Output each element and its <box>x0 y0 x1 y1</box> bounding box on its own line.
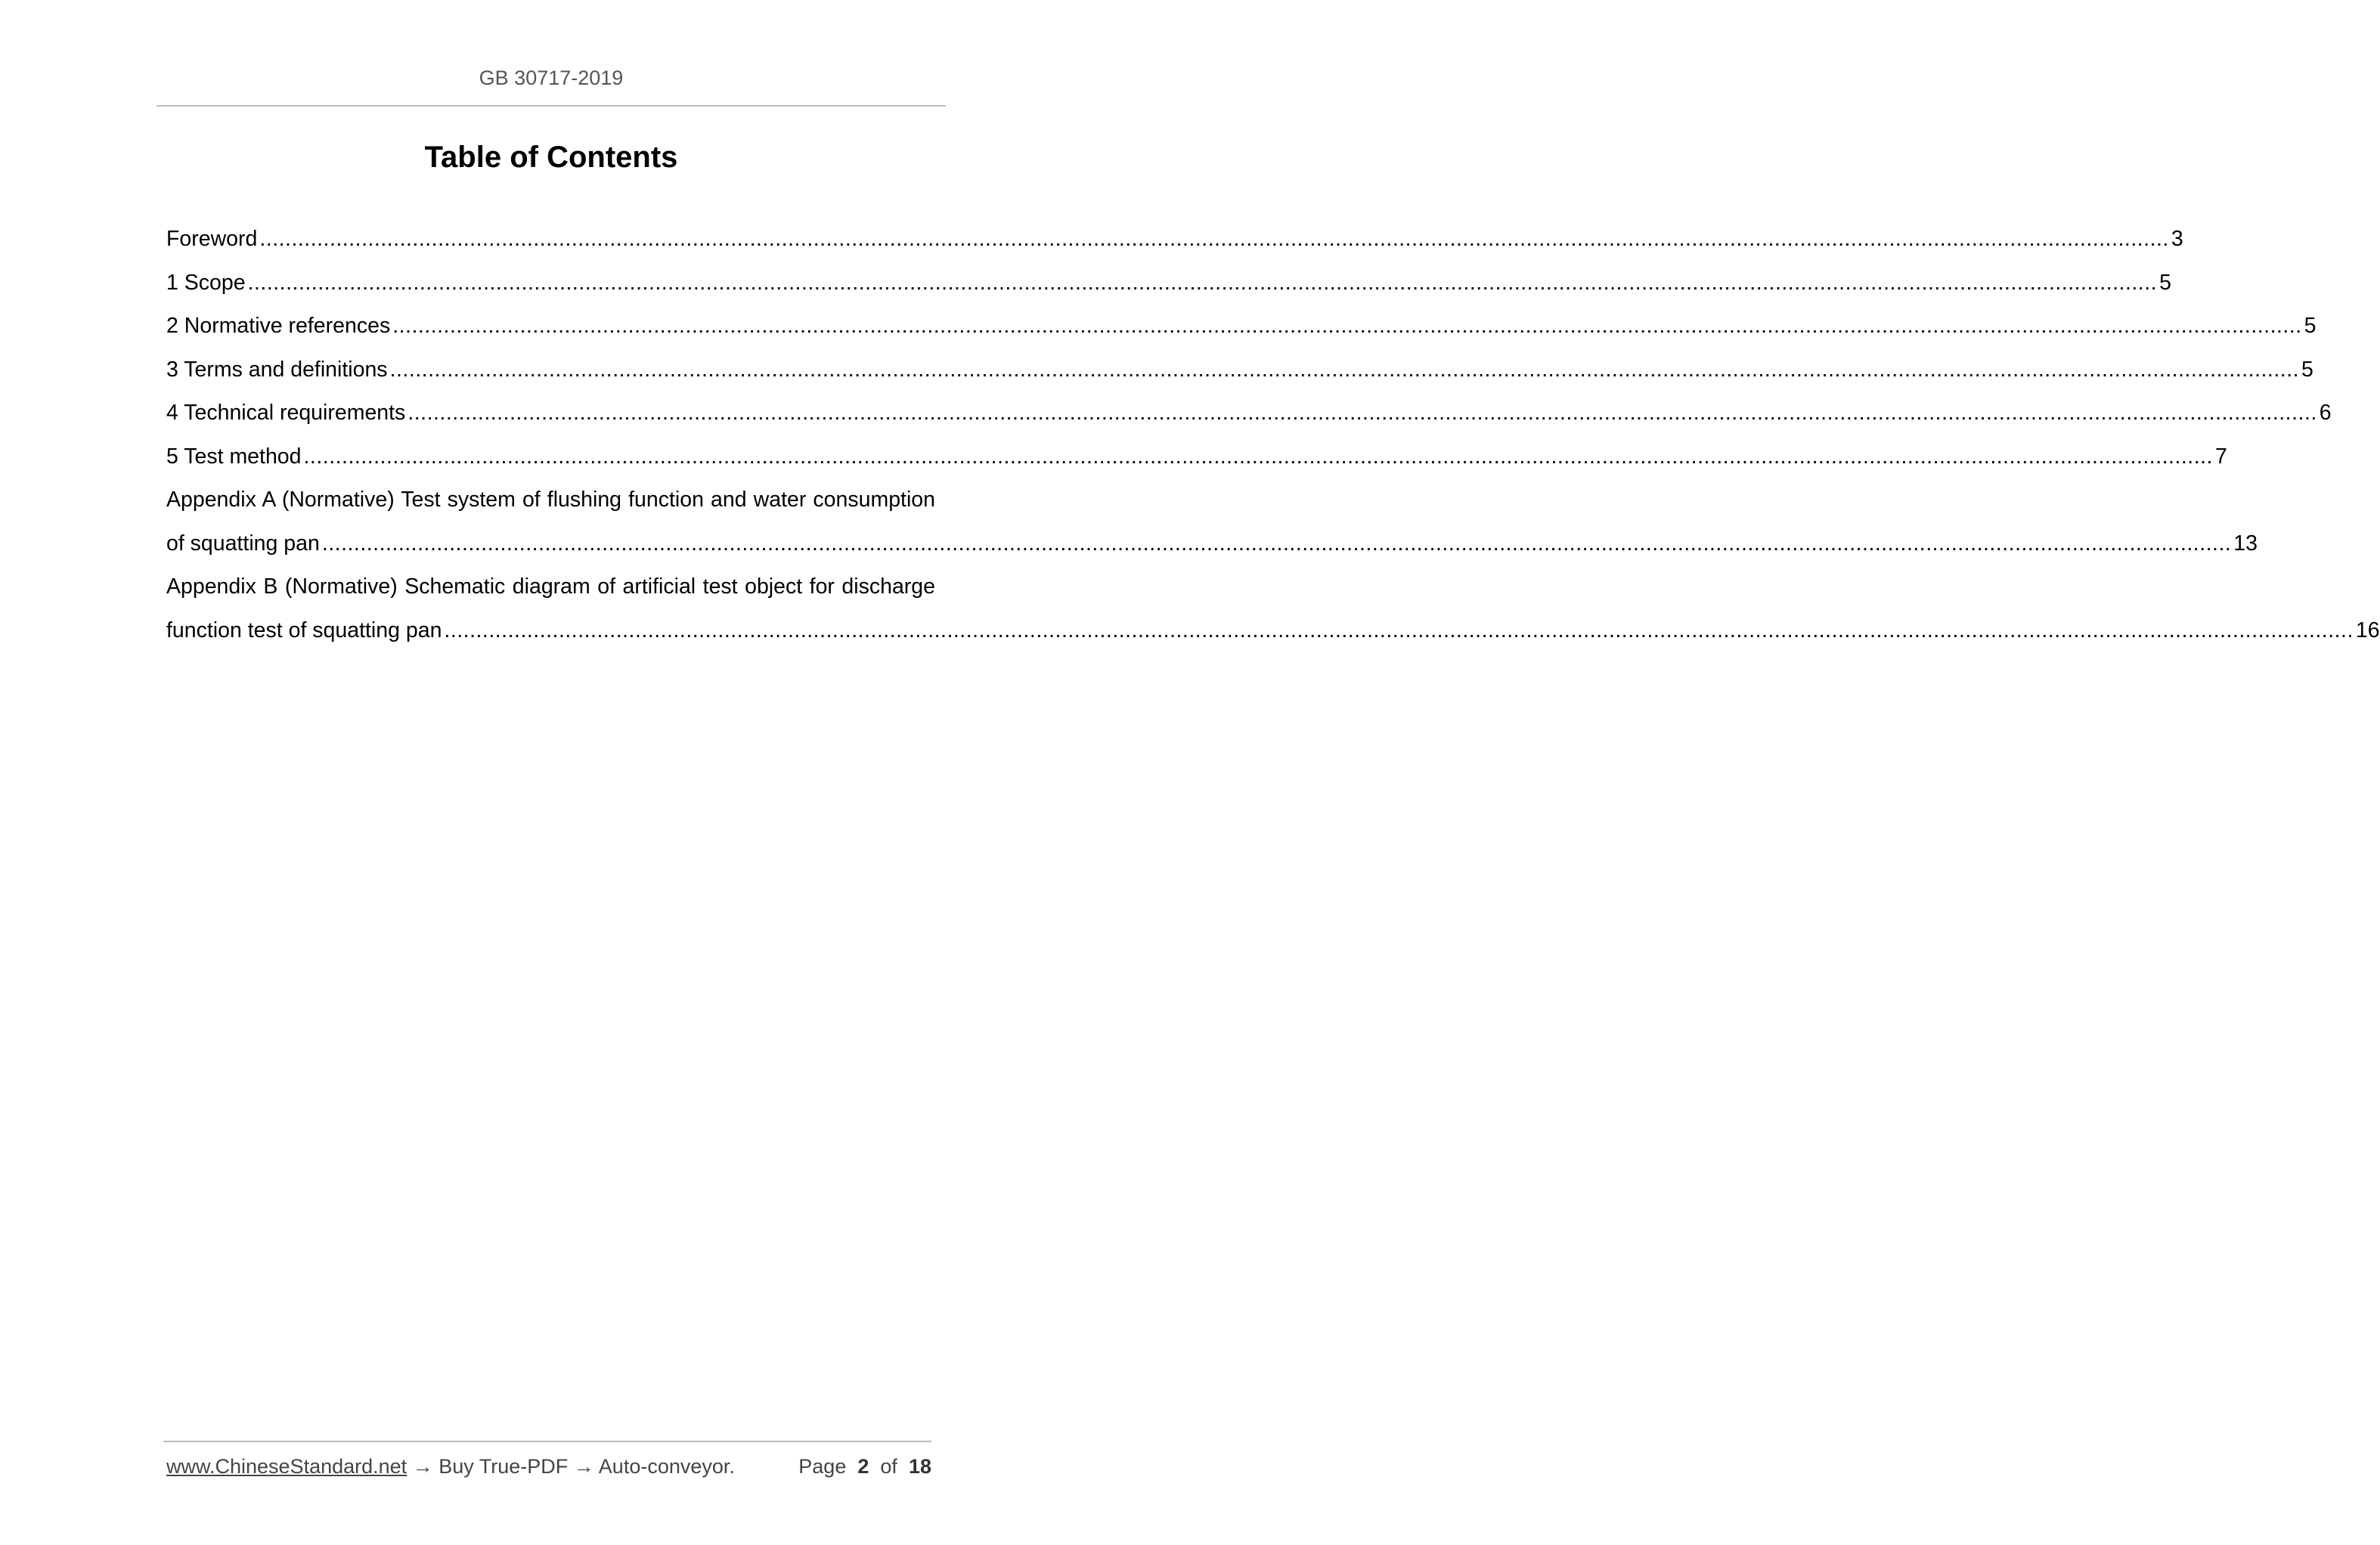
footer-links <box>166 1455 735 1478</box>
toc-entry-label: 5 Test method <box>166 444 302 469</box>
toc-entry-terms-and-definitions[interactable] <box>166 348 2313 392</box>
page-footer <box>166 1455 931 1478</box>
toc-entry-appendix-a-line1[interactable]: Appendix A (Normative) Test system of flushing function and water consumption <box>166 488 935 512</box>
header-divider <box>156 105 946 107</box>
toc-leader-dots: ............................................................................................................................................................................................................................................................................................................ <box>444 618 2354 642</box>
toc-page-number: 7 <box>2214 444 2227 469</box>
toc-title: Table of Contents <box>424 141 678 174</box>
auto-conveyor-text: Auto-conveyor. <box>598 1455 735 1478</box>
toc-page-number: 6 <box>2319 401 2332 425</box>
toc-leader-dots: ............................................................................................................................................................................................................................................................................................................ <box>247 270 2158 295</box>
page-label: Page <box>798 1455 847 1478</box>
toc-entry-appendix-b-line1[interactable]: Appendix B (Normative) Schematic diagram of artificial test object for discharge <box>166 574 935 599</box>
footer-divider <box>163 1441 931 1442</box>
page-header: GB 30717-2019 <box>479 67 624 89</box>
page-of-label: of <box>880 1455 897 1478</box>
toc-leader-dots: ............................................................................................................................................................................................................................................................................................................ <box>259 227 2169 251</box>
toc-page-number: 5 <box>2301 357 2313 382</box>
page-total: 18 <box>908 1455 931 1478</box>
toc-leader-dots: ............................................................................................................................................................................................................................................................................................................ <box>303 444 2213 469</box>
buy-true-pdf-text: Buy True-PDF <box>439 1455 569 1478</box>
toc-leader-dots: ............................................................................................................................................................................................................................................................................................................ <box>392 314 2302 338</box>
toc-entry-label: 3 Terms and definitions <box>166 357 388 382</box>
toc-entry-appendix-a[interactable] <box>166 522 2258 566</box>
toc-page-number: 3 <box>2171 227 2183 251</box>
toc-leader-dots: ............................................................................................................................................................................................................................................................................................................ <box>321 531 2232 556</box>
table-of-contents <box>166 218 2380 652</box>
toc-page-number: 16 <box>2355 618 2380 642</box>
page-current: 2 <box>857 1455 869 1478</box>
toc-page-number: 13 <box>2233 531 2258 556</box>
toc-entry-label: 2 Normative references <box>166 314 391 338</box>
toc-entry-technical-requirements[interactable] <box>166 392 2332 435</box>
toc-page-number: 5 <box>2304 314 2316 338</box>
toc-entry-foreword[interactable] <box>166 218 2183 262</box>
website-link[interactable]: www.ChineseStandard.net <box>166 1455 408 1478</box>
toc-entry-scope[interactable] <box>166 262 2171 305</box>
toc-entry-label: 1 Scope <box>166 270 246 295</box>
toc-entry-label: of squatting pan <box>166 531 320 556</box>
arrow-right-icon: → <box>412 1455 433 1478</box>
toc-entry-test-method[interactable] <box>166 435 2227 479</box>
page-indicator <box>798 1455 931 1478</box>
toc-entry-normative-references[interactable] <box>166 305 2316 348</box>
toc-entry-label: 4 Technical requirements <box>166 401 406 425</box>
toc-entry-label: Foreword <box>166 227 258 251</box>
toc-leader-dots: ............................................................................................................................................................................................................................................................................................................ <box>389 357 2300 382</box>
toc-leader-dots: ............................................................................................................................................................................................................................................................................................................ <box>408 401 2317 425</box>
toc-entry-appendix-b[interactable] <box>166 609 2380 653</box>
toc-page-number: 5 <box>2159 270 2171 295</box>
arrow-right-icon: → <box>573 1455 594 1478</box>
toc-entry-label: function test of squatting pan <box>166 618 442 642</box>
